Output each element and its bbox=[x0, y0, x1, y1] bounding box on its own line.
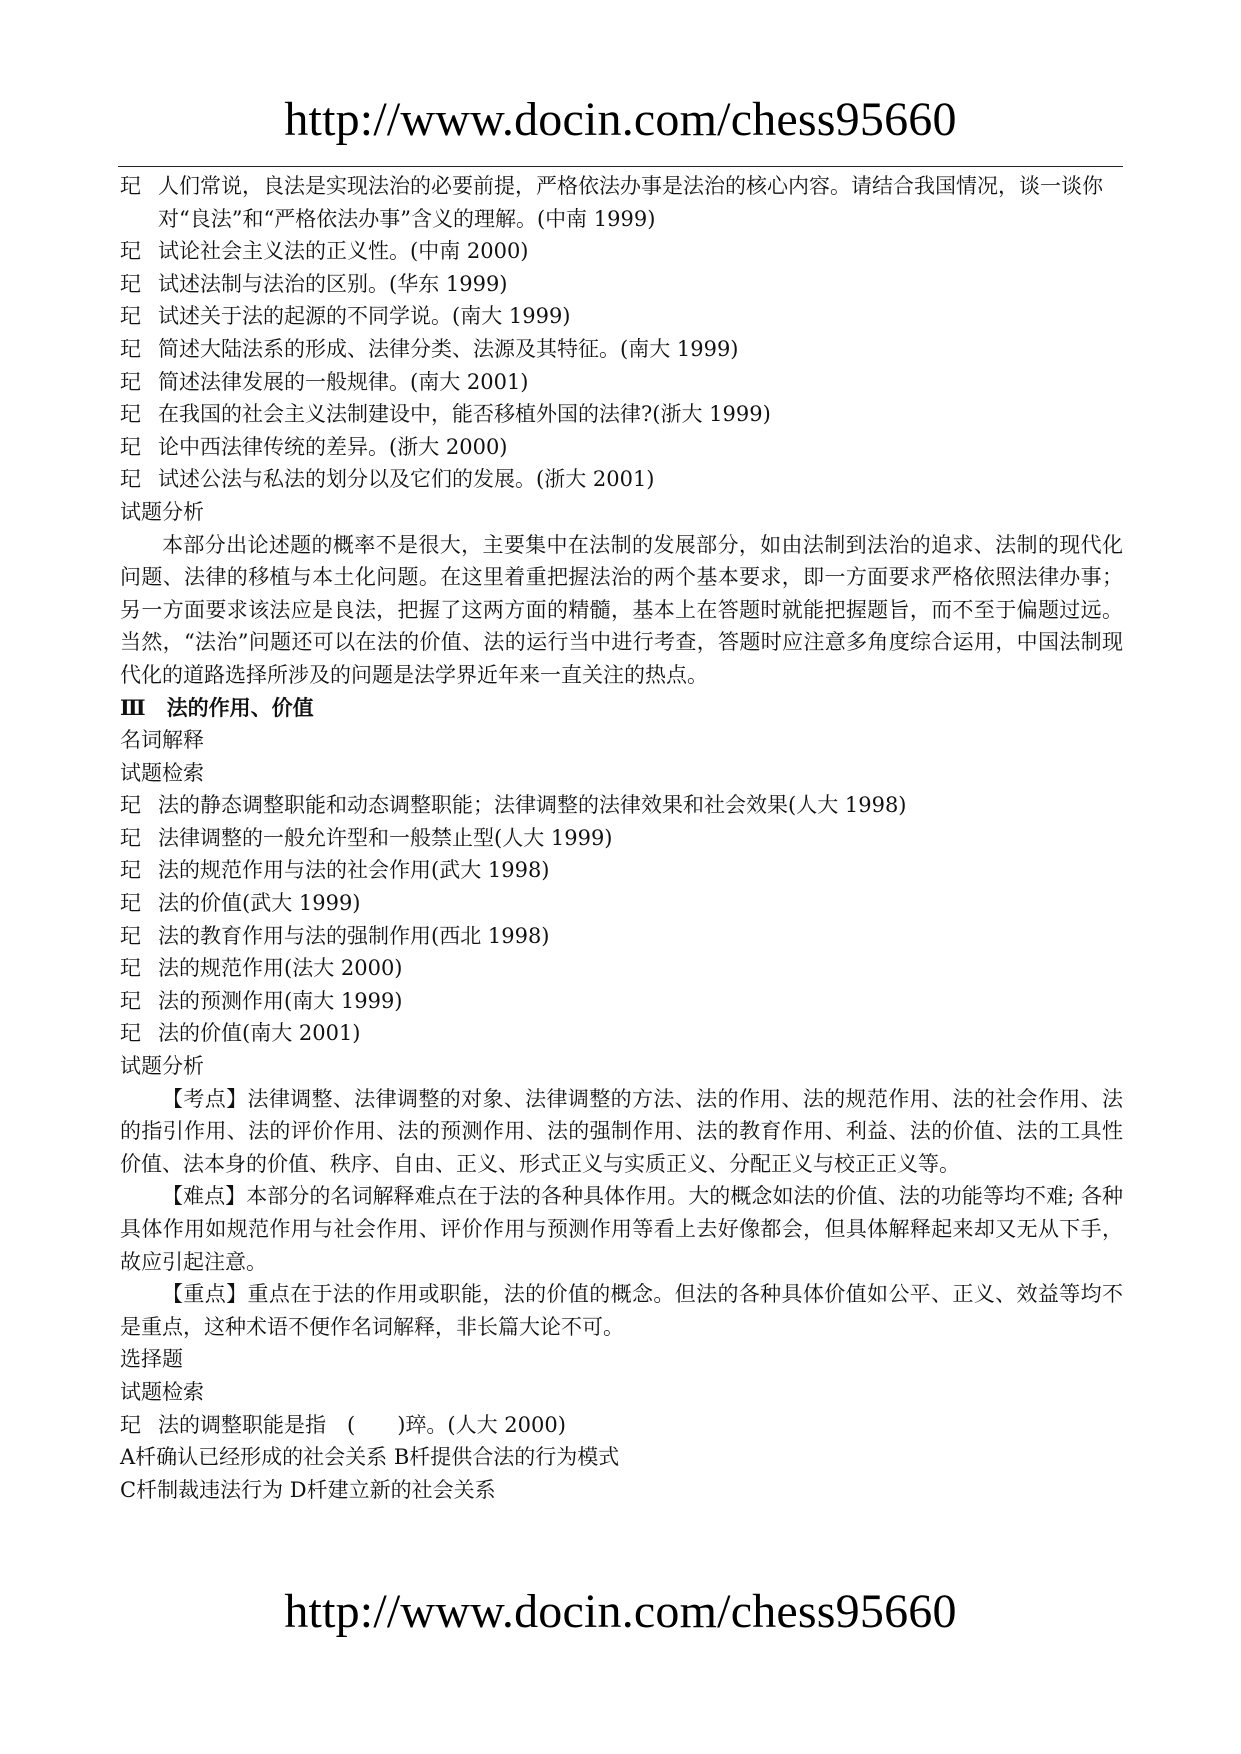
choice-question: 法的调整职能是指 ( )琗。(人大 2000) bbox=[158, 1412, 566, 1437]
bullet-glyph: 玘 bbox=[120, 434, 141, 459]
list-item bbox=[120, 463, 1123, 496]
term-text: 法的规范作用(法大 2000) bbox=[158, 956, 403, 981]
list-item bbox=[120, 1409, 1123, 1442]
question-text: 论中西法律传统的差异。(浙大 2000) bbox=[158, 434, 508, 459]
bullet-glyph: 玘 bbox=[120, 1412, 141, 1437]
watermark-bottom: http://www.docin.com/chess95660 bbox=[284, 1585, 957, 1638]
list-item bbox=[120, 300, 1123, 333]
question-text: 试论社会主义法的正义性。(中南 2000) bbox=[158, 239, 529, 264]
analysis-label: 试题分析 bbox=[120, 1054, 204, 1079]
list-item bbox=[120, 431, 1123, 464]
analysis-label: 试题分析 bbox=[120, 499, 204, 524]
choice-options-line: C杄制裁违法行为 D杄建立新的社会关系 bbox=[120, 1477, 496, 1502]
header-rule bbox=[118, 166, 1123, 167]
question-text: 简述大陆法系的形成、法律分类、法源及其特征。(南大 1999) bbox=[158, 336, 739, 361]
list-item bbox=[120, 854, 1123, 887]
term-text: 法的教育作用与法的强制作用(西北 1998) bbox=[158, 923, 550, 948]
subsection-label: 名词解释 bbox=[120, 728, 204, 753]
bullet-glyph: 玘 bbox=[120, 174, 141, 198]
list-item bbox=[120, 985, 1123, 1018]
question-text: 人们常说，良法是实现法治的必要前提，严格依法办事是法治的核心内容。请结合我国情况，谈一谈你对“良法”和“严格依法办事”含义的理解。(中南 1999) bbox=[158, 174, 1103, 231]
watermark-top: http://www.docin.com/chess95660 bbox=[284, 93, 957, 146]
bullet-glyph: 玘 bbox=[120, 271, 141, 296]
list-item bbox=[120, 170, 1123, 235]
term-text: 法的静态调整职能和动态调整职能；法律调整的法律效果和社会效果(人大 1998) bbox=[158, 793, 907, 818]
term-text: 法的价值(武大 1999) bbox=[158, 891, 361, 916]
bullet-glyph: 玘 bbox=[120, 369, 141, 394]
search-label: 试题检索 bbox=[120, 1379, 204, 1404]
bullet-glyph: 玘 bbox=[120, 858, 141, 883]
term-text: 法的价值(南大 2001) bbox=[158, 1021, 361, 1046]
list-item bbox=[120, 789, 1123, 822]
list-item bbox=[120, 887, 1123, 920]
list-item bbox=[120, 920, 1123, 953]
list-item bbox=[120, 333, 1123, 366]
term-text: 法律调整的一般允许型和一般禁止型(人大 1999) bbox=[158, 825, 613, 850]
question-text: 试述关于法的起源的不同学说。(南大 1999) bbox=[158, 304, 571, 329]
list-item bbox=[120, 398, 1123, 431]
bullet-glyph: 玘 bbox=[120, 402, 141, 427]
bullet-glyph: 玘 bbox=[120, 1021, 141, 1046]
list-item bbox=[120, 366, 1123, 399]
section-heading: Ⅲ 法的作用、价值 bbox=[120, 694, 314, 720]
bullet-glyph: 玘 bbox=[120, 988, 141, 1013]
bullet-glyph: 玘 bbox=[120, 304, 141, 329]
bullet-glyph: 玘 bbox=[120, 825, 141, 850]
analysis-paragraph-key-points: 【考点】法律调整、法律调整的对象、法律调整的方法、法的作用、法的规范作用、法的社会作用、法的指引作用、法的评价作用、法的预测作用、法的强制作用、法的教育作用、利益、法的价值、法的工具性价值、法本身的价值、秩序、自由、正义、形式正义与实质正义、分配正义与校正正义等。 bbox=[120, 1086, 1123, 1176]
choice-options-line: A杄确认已经形成的社会关系 B杄提供合法的行为模式 bbox=[120, 1445, 620, 1470]
bullet-glyph: 玘 bbox=[120, 336, 141, 361]
list-item bbox=[120, 1017, 1123, 1050]
question-text: 简述法律发展的一般规律。(南大 2001) bbox=[158, 369, 529, 394]
list-item bbox=[120, 235, 1123, 268]
bullet-glyph: 玘 bbox=[120, 239, 141, 264]
question-text: 试述公法与私法的划分以及它们的发展。(浙大 2001) bbox=[158, 467, 655, 492]
list-item bbox=[120, 268, 1123, 301]
bullet-glyph: 玘 bbox=[120, 956, 141, 981]
analysis-paragraph-focus: 【重点】重点在于法的作用或职能，法的价值的概念。但法的各种具体价值如公平、正义、效益等均不是重点，这种术语不便作名词解释，非长篇大论不可。 bbox=[120, 1282, 1123, 1339]
analysis-paragraph: 本部分出论述题的概率不是很大，主要集中在法制的发展部分，如由法制到法治的追求、法制的现代化问题、法律的移植与本土化问题。在这里着重把握法治的两个基本要求，即一方面要求严格依照法律办事；另一方面要求该法应是良法，把握了这两方面的精髓，基本上在答题时就能把握题旨，而不至于偏题过远。当然，“法治”问题还可以在法的价值、法的运行当中进行考查，答题时应注意多角度综合运用，中国法制现代化的道路选择所涉及的问题是法学界近年来一直关注的热点。 bbox=[120, 532, 1123, 687]
bullet-glyph: 玘 bbox=[120, 467, 141, 492]
term-text: 法的预测作用(南大 1999) bbox=[158, 988, 403, 1013]
bullet-glyph: 玘 bbox=[120, 793, 141, 818]
list-item bbox=[120, 952, 1123, 985]
subsection-label: 选择题 bbox=[120, 1347, 183, 1372]
bullet-glyph: 玘 bbox=[120, 891, 141, 916]
list-item bbox=[120, 822, 1123, 855]
term-text: 法的规范作用与法的社会作用(武大 1998) bbox=[158, 858, 550, 883]
question-text: 试述法制与法治的区别。(华东 1999) bbox=[158, 271, 508, 296]
analysis-paragraph-difficulties: 【难点】本部分的名词解释难点在于法的各种具体作用。大的概念如法的价值、法的功能等均不难; 各种具体作用如规范作用与社会作用、评价作用与预测作用等看上去好像都会，但具体解释起来却又无从下手，故应引起注意。 bbox=[120, 1184, 1123, 1274]
page-content bbox=[120, 170, 1123, 1506]
search-label: 试题检索 bbox=[120, 760, 204, 785]
question-text: 在我国的社会主义法制建设中，能否移植外国的法律?(浙大 1999) bbox=[158, 402, 771, 427]
bullet-glyph: 玘 bbox=[120, 923, 141, 948]
